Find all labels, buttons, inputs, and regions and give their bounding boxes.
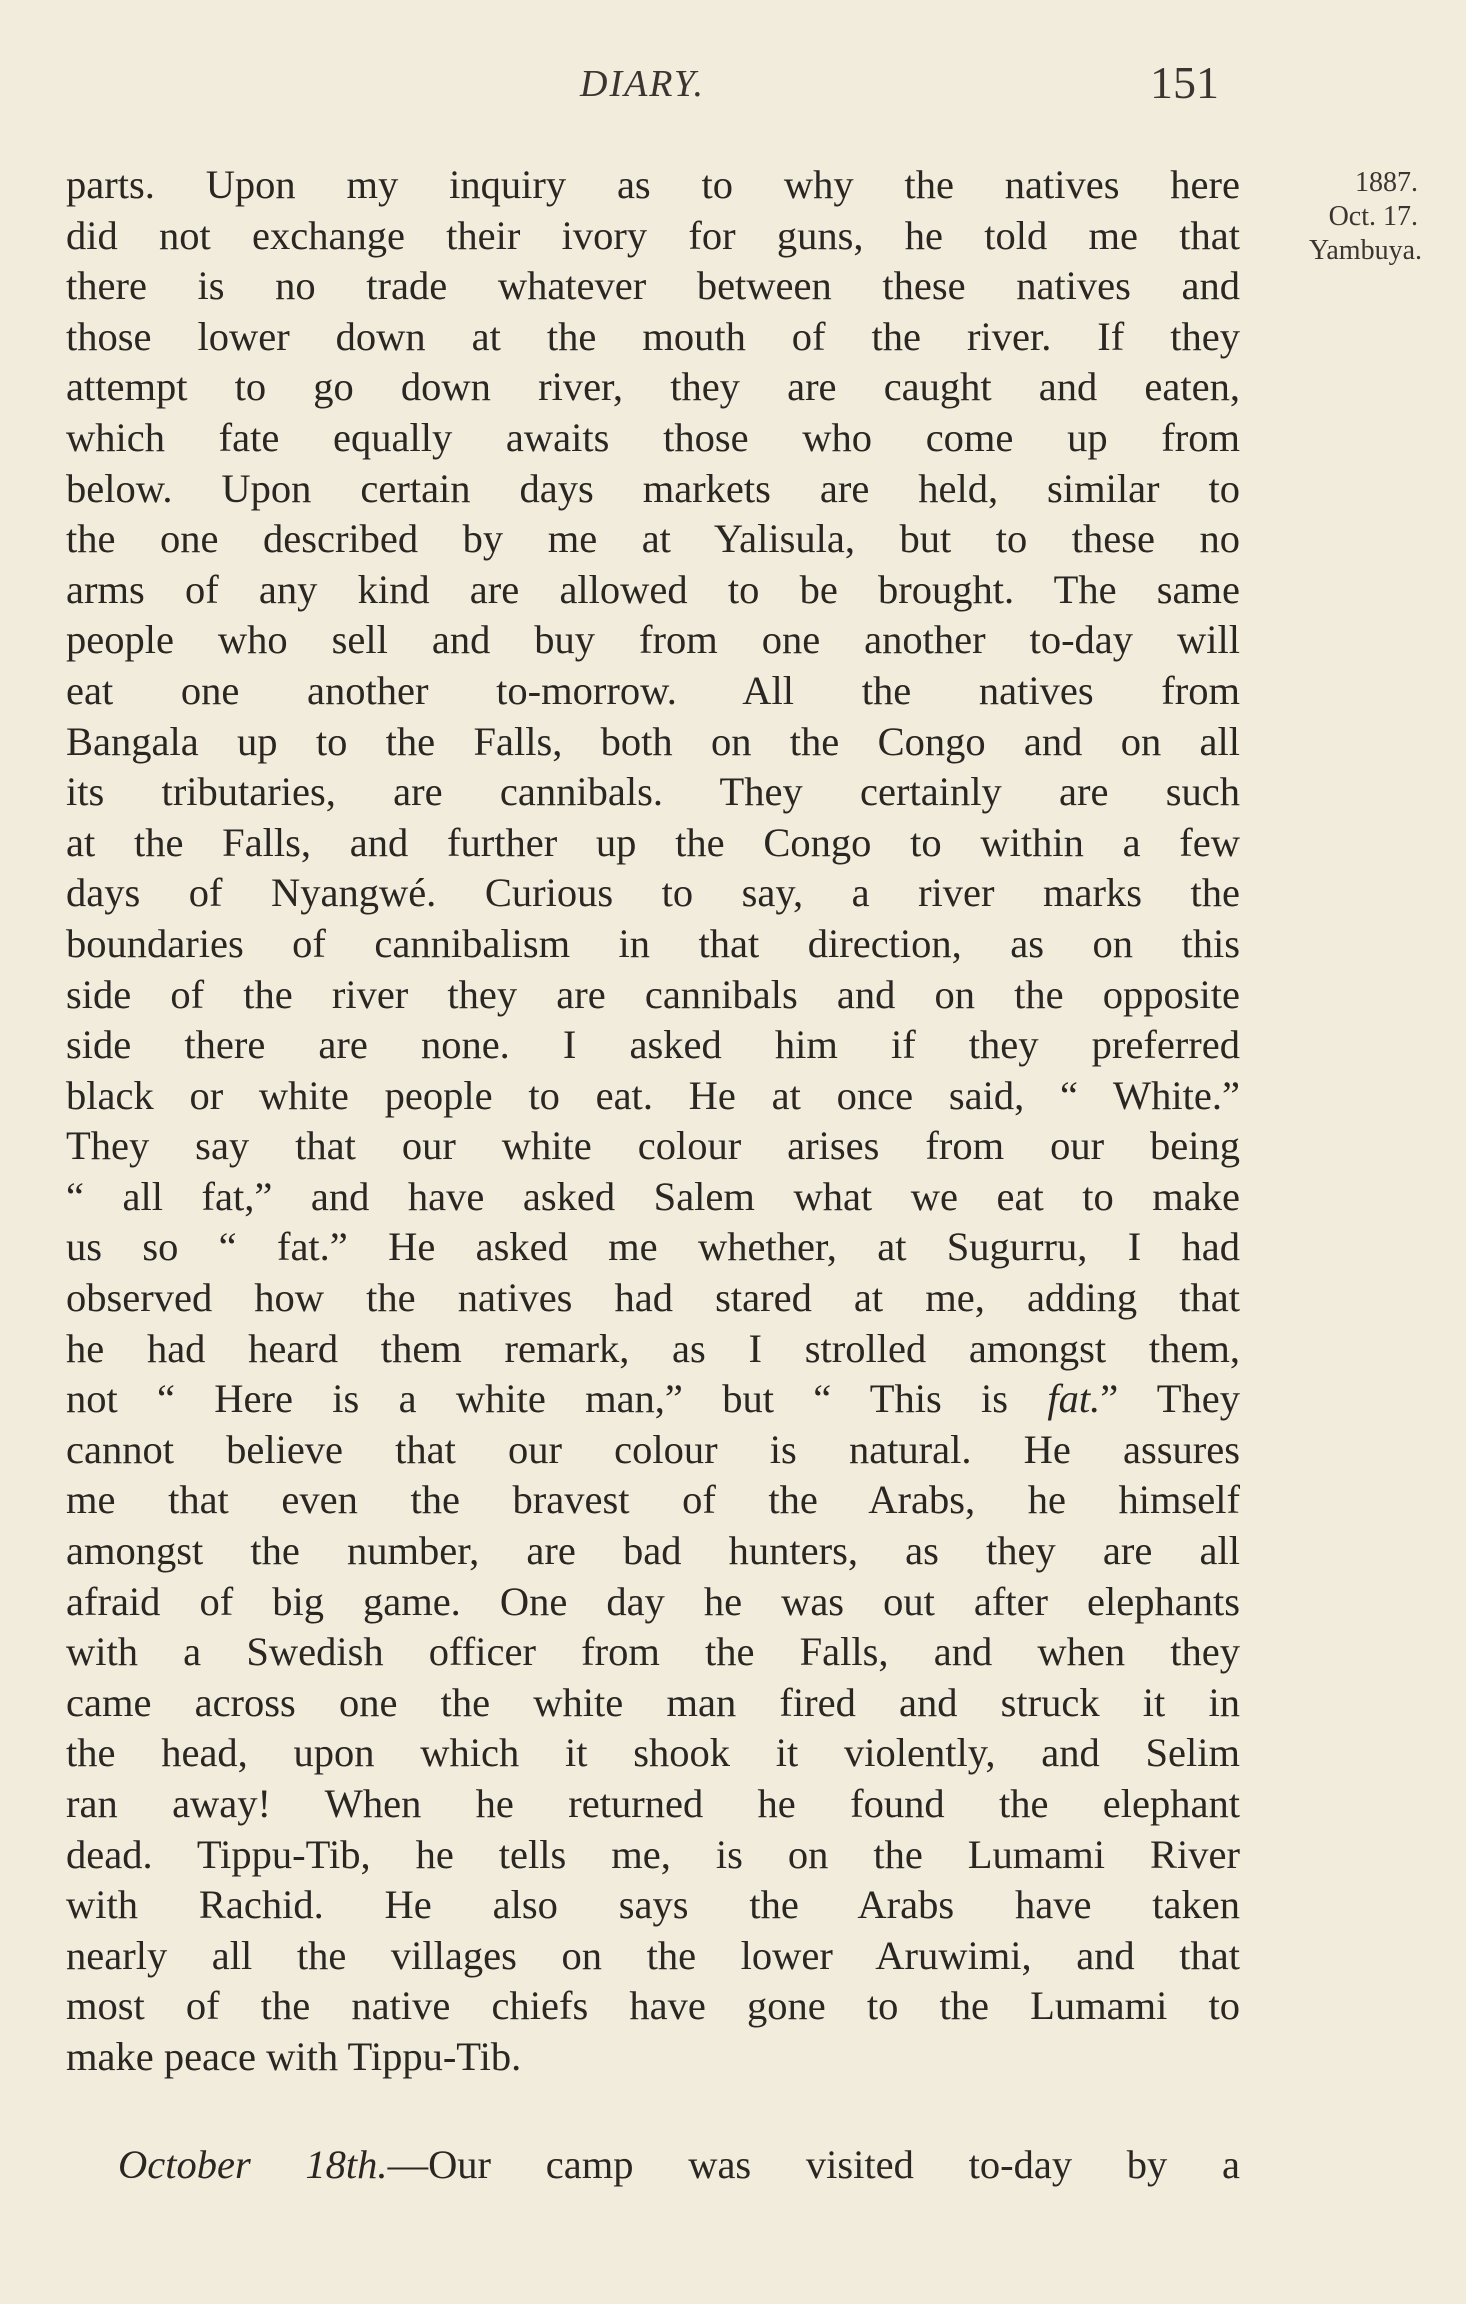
text-line: which fate equally awaits those who come up from [66, 414, 1240, 460]
text-line: parts. Upon my inquiry as to why the natives here [66, 162, 1240, 207]
text-line: cannot believe that our colour is natural. He assures [66, 1426, 1240, 1472]
text-line: people who sell and buy from one another to-day will [66, 617, 1240, 663]
text-line: below. Upon certain days markets are held, similar to [66, 465, 1240, 511]
text-line: the head, upon which it shook it violently, and Selim [66, 1730, 1240, 1776]
text-line: make peace with Tippu-Tib. [66, 2033, 522, 2079]
text-line: side there are none. I asked him if they preferred [66, 1022, 1240, 1068]
text-line: dead. Tippu-Tib, he tells me, is on the Lumami River [66, 1831, 1240, 1877]
text-line: days of Nyangwé. Curious to say, a river marks the [66, 870, 1240, 916]
text-line: Bangala up to the Falls, both on the Congo and on all [66, 718, 1240, 764]
text-line: with Rachid. He also says the Arabs have taken [66, 1882, 1240, 1928]
text-line: its tributaries, are cannibals. They certainly are such [66, 769, 1240, 815]
text-line: at the Falls, and further up the Congo to within a few [66, 819, 1240, 865]
text-line: They say that our white colour arises from our being [66, 1123, 1240, 1169]
page-number: 151 [1150, 57, 1219, 108]
margin-date: Oct. 17. [1328, 201, 1418, 232]
margin-year: 1887. [1355, 167, 1418, 198]
text-line: nearly all the villages on the lower Aruwimi, and that [66, 1932, 1240, 1978]
text-line: came across one the white man fired and struck it in [66, 1679, 1240, 1725]
text-line: most of the native chiefs have gone to the Lumami to [66, 1983, 1240, 2029]
running-title: DIARY. [580, 63, 705, 105]
diary-paragraph [66, 160, 1240, 2083]
margin-note [1268, 166, 1422, 268]
text-line: there is no trade whatever between these natives and [66, 263, 1240, 309]
text-line: not “ Here is a white man,” but “ This is fat.” They [66, 1376, 1240, 1422]
text-line: us so “ fat.” He asked me whether, at Sugurru, I had [66, 1224, 1240, 1270]
text-line: those lower down at the mouth of the river. If they [66, 313, 1240, 359]
text-line: observed how the natives had stared at me, adding that [66, 1275, 1240, 1321]
text-line: ran away! When he returned he found the elephant [66, 1781, 1240, 1826]
emphasis: fat. [1047, 1376, 1101, 1422]
text-line: afraid of big game. One day he was out after elephants [66, 1578, 1240, 1624]
text-line: amongst the number, are bad hunters, as they are all [66, 1528, 1240, 1574]
text-line: did not exchange their ivory for guns, he told me that [66, 212, 1240, 258]
text-line: me that even the bravest of the Arabs, he himself [66, 1477, 1240, 1523]
entry-text: —Our camp was visited to-day by a [387, 2142, 1240, 2187]
text-line: eat one another to-morrow. All the natives from [66, 667, 1240, 713]
margin-place: Yambuya. [1308, 235, 1422, 266]
text-line: the one described by me at Yalisula, but to these no [66, 516, 1240, 562]
text-line: he had heard them remark, as I strolled amongst them, [66, 1325, 1240, 1371]
text-line: attempt to go down river, they are caught and eaten, [66, 364, 1240, 410]
entry-date: October 18th. [118, 2142, 388, 2187]
text-line: “ all fat,” and have asked Salem what we eat to make [66, 1173, 1240, 1219]
text-line: boundaries of cannibalism in that direction, as on this [66, 920, 1240, 966]
text-line: with a Swedish officer from the Falls, and when they [66, 1629, 1240, 1675]
next-entry [118, 2140, 1240, 2191]
text-line: arms of any kind are allowed to be brought. The same [66, 566, 1240, 612]
text-line: side of the river they are cannibals and on the opposite [66, 971, 1240, 1017]
text-line: black or white people to eat. He at once said, “ White.” [66, 1072, 1240, 1118]
